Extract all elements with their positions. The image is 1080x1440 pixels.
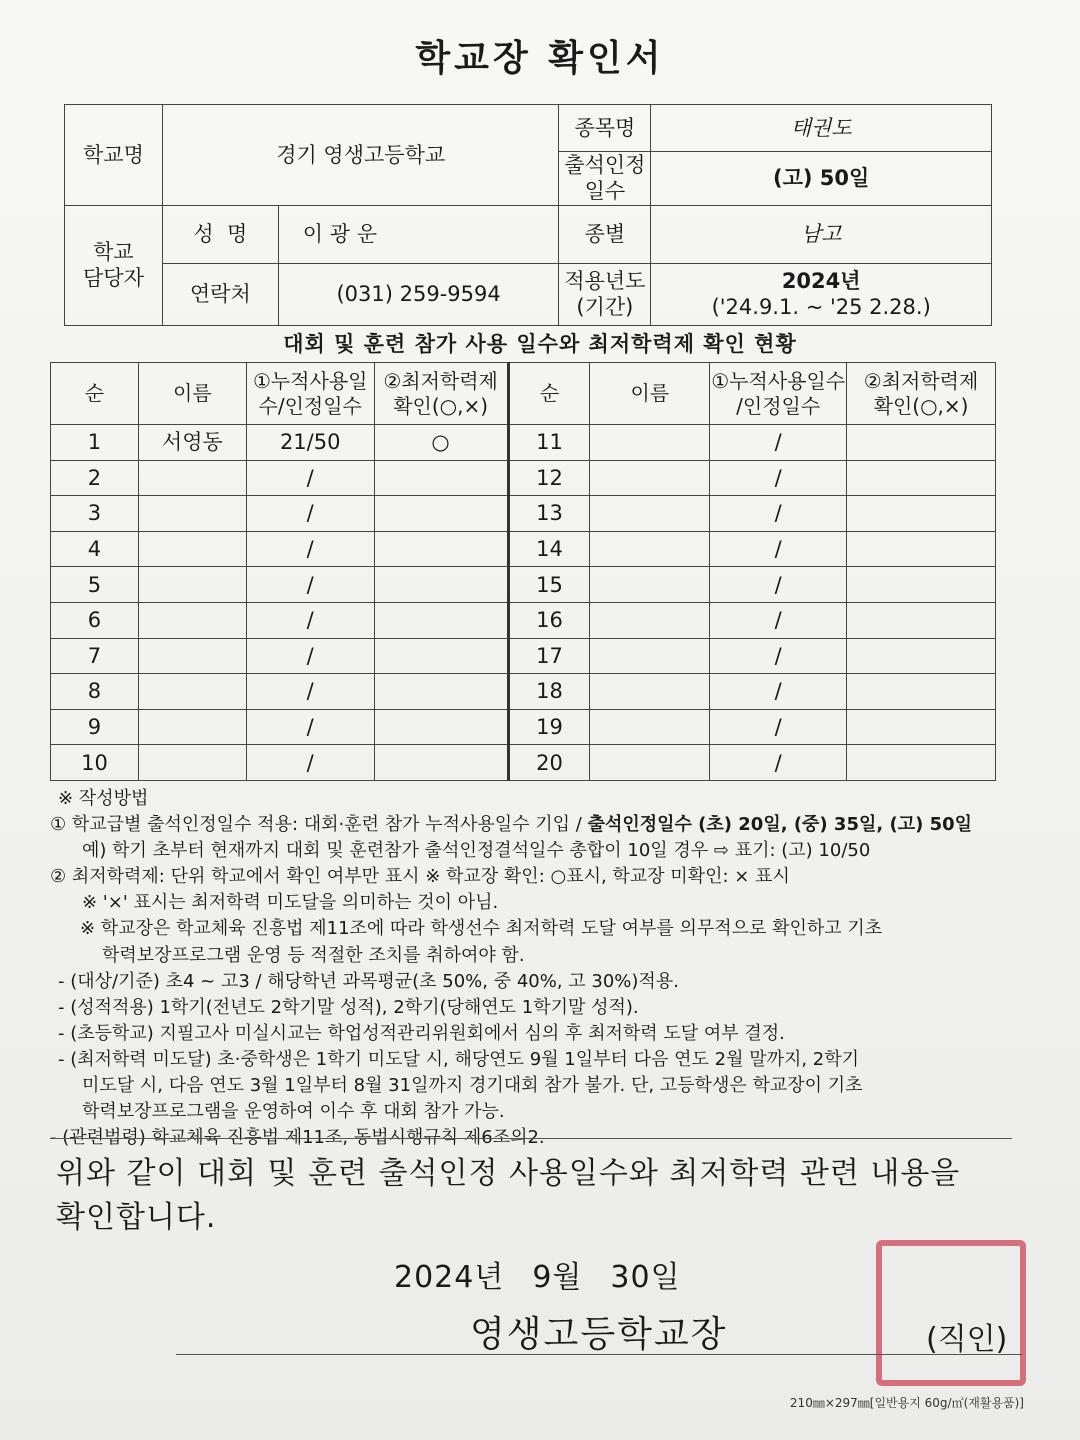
row-name-left: 서영동 (138, 425, 246, 461)
row-check-left (374, 602, 508, 638)
row-name-left (138, 709, 246, 745)
row-name-right (590, 531, 710, 567)
period-value: ('24.9.1. ~ '25 2.28.) (711, 295, 931, 319)
note-2: ② 최저학력제: 단위 학교에서 확인 여부만 표시 ※ 학교장 확인: ○표시, 학교장 미확인: × 표시 (50, 866, 790, 888)
row-number-right: 11 (508, 425, 590, 461)
row-check-right (847, 709, 996, 745)
row-check-right (847, 567, 996, 603)
row-number-right: 18 (508, 674, 590, 710)
row-number-left: 3 (51, 496, 139, 532)
row-days-right: / (710, 602, 847, 638)
table-row (51, 531, 996, 567)
col-check-left-line2: 확인(○,×) (393, 393, 488, 418)
row-days-left: / (246, 531, 374, 567)
row-days-left: / (246, 674, 374, 710)
col-days-right-line2: /인정일수 (736, 393, 821, 418)
seal-label: (직인) (926, 1322, 1008, 1357)
row-name-left (138, 602, 246, 638)
row-name-left (138, 745, 246, 781)
row-check-right (847, 425, 996, 461)
contact-person-label (65, 205, 163, 325)
table-subtitle: 대회 및 훈련 참가 사용 일수와 최저학력제 확인 현황 (283, 332, 797, 356)
row-days-left: / (246, 496, 374, 532)
row-days-right: / (710, 745, 847, 781)
attendance-label-line1: 출석인정 (564, 153, 646, 177)
row-name-left (138, 531, 246, 567)
table-row (51, 460, 996, 496)
row-days-right: / (710, 531, 847, 567)
row-check-left (374, 745, 508, 781)
row-name-left (138, 638, 246, 674)
row-name-right (590, 709, 710, 745)
row-number-right: 12 (508, 460, 590, 496)
col-name-left: 이름 (138, 363, 246, 425)
row-number-right: 19 (508, 709, 590, 745)
row-name-right (590, 638, 710, 674)
gender-label: 종별 (559, 205, 651, 263)
date-day: 30일 (610, 1260, 681, 1295)
bullet-4-cont2: 학력보장프로그램을 운영하여 이수 후 대회 참가 가능. (82, 1101, 505, 1123)
row-number-left: 7 (51, 638, 139, 674)
row-days-left: / (246, 602, 374, 638)
phone-label: 연락처 (162, 263, 278, 325)
col-days-left-line2: 수/인정일수 (258, 393, 362, 418)
row-number-right: 15 (508, 567, 590, 603)
table-row (51, 496, 996, 532)
row-days-left: / (246, 567, 374, 603)
date-month: 9월 (532, 1260, 583, 1295)
row-check-right (847, 638, 996, 674)
row-name-left (138, 496, 246, 532)
row-days-left: / (246, 638, 374, 674)
row-days-right: / (710, 425, 847, 461)
attendance-label (559, 152, 651, 206)
col-days-right-line1: ①누적사용일수 (711, 368, 846, 393)
participation-table (50, 362, 996, 781)
row-name-right (590, 567, 710, 603)
year-value (651, 263, 992, 325)
row-number-left: 5 (51, 567, 139, 603)
table-header-row (51, 363, 996, 425)
row-days-right: / (710, 496, 847, 532)
note-3: ※ 학교장은 학교체육 진흥법 제11조에 따라 학생선수 최저학력 도달 여부를 의무적으로 확인하고 기초 (80, 918, 883, 940)
table-row (51, 567, 996, 603)
contact-person-label-line1: 학교 (93, 239, 134, 264)
row-number-left: 4 (51, 531, 139, 567)
table-row (51, 602, 996, 638)
note-3-cont: 학력보장프로그램 운영 등 적절한 조치를 취하여야 함. (102, 944, 525, 966)
row-name-left (138, 567, 246, 603)
row-name-right (590, 602, 710, 638)
row-days-left: / (246, 709, 374, 745)
row-days-right: / (710, 638, 847, 674)
row-check-right (847, 674, 996, 710)
row-check-left: ○ (374, 425, 508, 461)
col-name-right: 이름 (590, 363, 710, 425)
row-check-left (374, 709, 508, 745)
table-row (51, 674, 996, 710)
row-check-right (847, 745, 996, 781)
row-number-right: 14 (508, 531, 590, 567)
row-days-left: / (246, 745, 374, 781)
col-days-right (710, 363, 847, 425)
name-label: 성 명 (162, 205, 278, 263)
year-label-line2: (기간) (576, 295, 634, 319)
table-row (51, 638, 996, 674)
table-row (51, 709, 996, 745)
row-check-right (847, 460, 996, 496)
phone-value: (031) 259-9594 (278, 263, 559, 325)
sport-label: 종목명 (559, 105, 651, 152)
confirmation-line1: 위와 같이 대회 및 훈련 출석인정 사용일수와 최저학력 관련 내용을 (56, 1156, 961, 1191)
note-1 (50, 812, 1010, 838)
row-number-left: 9 (51, 709, 139, 745)
row-check-left (374, 460, 508, 496)
row-number-left: 8 (51, 674, 139, 710)
note-1-text: ① 학교급별 출석인정일수 적용: 대회·훈련 참가 누적사용일수 기입 / (50, 814, 588, 836)
col-check-right (847, 363, 996, 425)
row-name-right (590, 496, 710, 532)
col-seq-left: 순 (51, 363, 139, 425)
row-number-right: 13 (508, 496, 590, 532)
row-number-left: 6 (51, 602, 139, 638)
row-check-left (374, 567, 508, 603)
school-info-table (64, 104, 992, 326)
col-check-right-line2: 확인(○,×) (873, 393, 969, 418)
row-number-left: 2 (51, 460, 139, 496)
year-label-line1: 적용년도 (564, 268, 646, 293)
paper-spec: 210㎜×297㎜[일반용지 60g/㎡(재활용품)] (789, 1396, 1024, 1410)
attendance-value: (고) 50일 (651, 152, 992, 206)
gender-value: 남고 (651, 205, 992, 263)
row-days-left: / (246, 460, 374, 496)
instructions (50, 786, 1010, 1151)
row-name-right (590, 425, 710, 461)
date-year: 2024년 (394, 1260, 505, 1295)
row-check-left (374, 674, 508, 710)
row-check-right (847, 496, 996, 532)
confirmation-line2: 확인합니다. (56, 1199, 217, 1235)
row-days-right: / (710, 709, 847, 745)
col-check-left (374, 363, 508, 425)
row-check-left (374, 496, 508, 532)
bullet-5: - (관련법령) 학교체육 진흥법 제11조, 동법시행규칙 제6조의2. (50, 1127, 545, 1149)
row-name-right (590, 460, 710, 496)
attendance-label-line2: 일수 (584, 179, 626, 204)
row-check-right (847, 602, 996, 638)
row-check-left (374, 531, 508, 567)
note-1-example: 예) 학기 초부터 현재까지 대회 및 훈련참가 출석인정결석일수 총합이 10일 경우 ⇨ 표기: (고) 10/50 (82, 840, 871, 862)
signature-date (394, 1252, 709, 1296)
document-title: 학교장 확인서 (415, 38, 665, 79)
note-1-bold: 출석인정일수 (초) 20일, (중) 35일, (고) 50일 (587, 814, 973, 836)
school-name-value: 경기 영생고등학교 (162, 105, 559, 206)
row-name-right (590, 745, 710, 781)
school-name-label: 학교명 (65, 105, 163, 206)
year-label (559, 263, 651, 325)
col-seq-right: 순 (508, 363, 590, 425)
notes-heading: ※ 작성방법 (58, 788, 149, 809)
bullet-4-cont1: 미도달 시, 다음 연도 3월 1일부터 8월 31일까지 경기대회 참가 불가. 단, 고등학생은 학교장이 기초 (82, 1075, 863, 1097)
row-days-left: 21/50 (246, 425, 374, 461)
row-name-left (138, 460, 246, 496)
row-number-left: 1 (51, 425, 139, 461)
row-number-left: 10 (51, 745, 139, 781)
row-days-right: / (710, 460, 847, 496)
table-row (51, 745, 996, 781)
bullet-3: - (초등학교) 지필고사 미실시교는 학업성적관리위원회에서 심의 후 최저학력 도달 여부 결정. (58, 1022, 785, 1044)
row-name-left (138, 674, 246, 710)
row-days-right: / (710, 674, 847, 710)
note-2-sub: ※ '×' 표시는 최저학력 미도달을 의미하는 것이 아님. (82, 892, 499, 914)
name-value: 이 광 운 (278, 205, 559, 263)
row-days-right: / (710, 567, 847, 603)
confirmation-text (56, 1152, 1016, 1239)
bullet-1: - (대상/기준) 초4 ~ 고3 / 해당학년 과목평균(초 50%, 중 40%, 고 30%)적용. (58, 970, 679, 992)
table-row (51, 425, 996, 461)
col-check-right-line1: ②최저학력제 (863, 368, 979, 393)
footer-line (176, 1354, 1022, 1355)
col-days-left-line1: ①누적사용일 (252, 368, 368, 393)
row-check-right (847, 531, 996, 567)
row-number-right: 17 (508, 638, 590, 674)
principal-title: 영생고등학교장 (470, 1314, 728, 1355)
row-check-left (374, 638, 508, 674)
year-value-text: 2024년 (781, 268, 861, 293)
contact-person-label-line2: 담당자 (83, 266, 144, 290)
col-days-left (246, 363, 374, 425)
divider-line (50, 1138, 1012, 1139)
row-name-right (590, 674, 710, 710)
row-number-right: 20 (508, 745, 590, 781)
official-seal-stamp (876, 1240, 1026, 1386)
row-number-right: 16 (508, 602, 590, 638)
sport-value: 태권도 (651, 105, 992, 152)
bullet-2: - (성적적용) 1학기(전년도 2학기말 성적), 2학기(당해연도 1학기말 성적). (58, 996, 639, 1018)
col-check-left-line1: ②최저학력제 (383, 368, 498, 393)
bullet-4: - (최저학력 미도달) 초·중학생은 1학기 미도달 시, 해당연도 9월 1일부터 다음 연도 2월 말까지, 2학기 (58, 1048, 860, 1070)
